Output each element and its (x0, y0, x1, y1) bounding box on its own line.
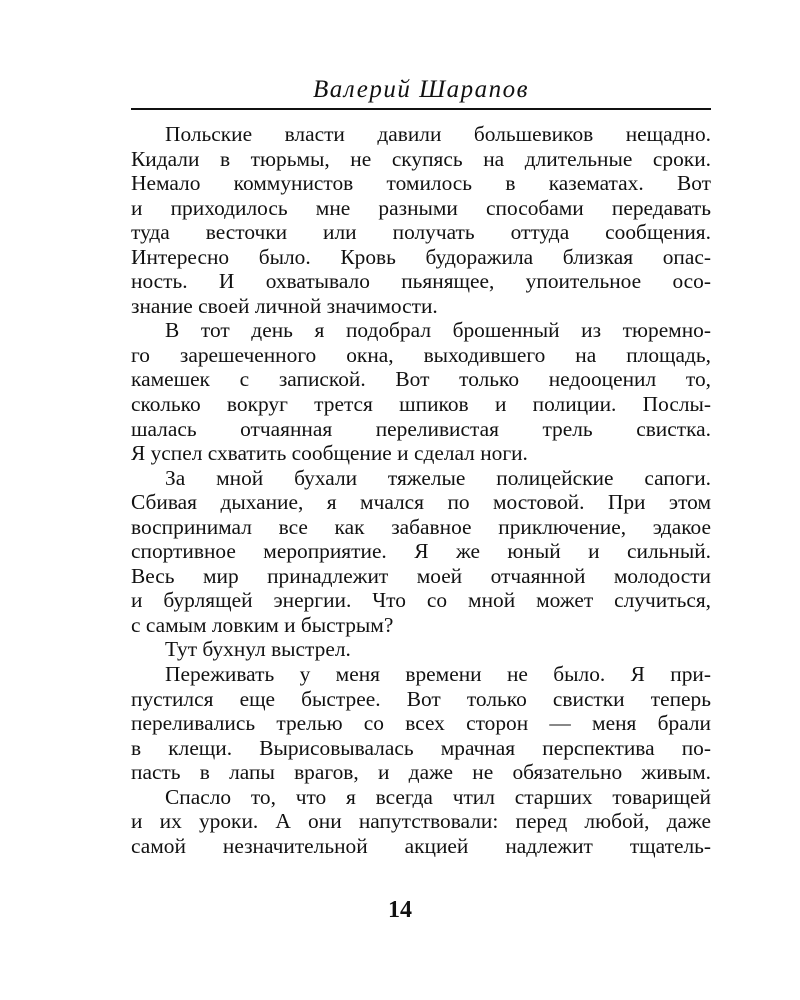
text-line: спортивное мероприятие. Я же юный и сильный. (131, 539, 711, 564)
text-line: самой незначительной акцией надлежит тщатель- (131, 833, 711, 858)
text-line: камешек с запиской. Вот только недооценил то, (131, 367, 711, 392)
text-line: переливались трелью со всех сторон — меня брали (131, 711, 711, 736)
text-line: Польские власти давили большевиков нещадно. (165, 122, 711, 146)
text-line: Весь мир принадлежит моей отчаянной молодости (131, 563, 711, 588)
text-line: В тот день я подобрал брошенный из тюремно- (165, 318, 711, 343)
text-line: Я успел схватить сообщение и сделал ноги. (131, 441, 528, 466)
text-line: Спасло то, что я всегда чтил старших товарищей (165, 784, 711, 809)
text-line: сколько вокруг трется шпиков и полиции. Послы- (131, 392, 711, 417)
text-line: и их уроки. А они напутствовали: перед любой, даже (131, 809, 711, 834)
text-line: воспринимал все как забавное приключение, эдакое (131, 514, 711, 539)
page-number: 14 (388, 897, 412, 923)
text-line: Переживать у меня времени не было. Я при- (165, 662, 711, 687)
text-line: шалась отчаянная переливистая трель свистка. (131, 416, 711, 441)
text-line: и приходилось мне разными способами передавать (131, 195, 711, 220)
text-line: Сбивая дыхание, я мчался по мостовой. При этом (131, 490, 711, 515)
author-name: Валерий Шарапов (312, 76, 530, 103)
text-line: Кидали в тюрьмы, не скупясь на длительные сроки. (131, 146, 711, 171)
text-line: в клещи. Вырисовывалась мрачная перспектива по- (131, 735, 711, 760)
text-line: Интересно было. Кровь будоражила близкая опас- (131, 244, 711, 269)
text-line: и бурлящей энергии. Что со мной может случиться, (131, 588, 711, 613)
text-line: Тут бухнул выстрел. (165, 637, 351, 662)
text-line: туда весточки или получать оттуда сообщения. (131, 220, 711, 245)
text-line: За мной бухали тяжелые полицейские сапоги. (165, 465, 711, 490)
text-line: пустился еще быстрее. Вот только свистки теперь (131, 686, 711, 711)
text-line: с самым ловким и быстрым? (131, 612, 394, 637)
text-line: знание своей личной значимости. (131, 293, 438, 318)
text-line: го зарешеченного окна, выходившего на площадь, (131, 342, 711, 367)
running-header (131, 74, 711, 110)
text-line: ность. И охватывало пьянящее, упоительное осо- (131, 269, 711, 294)
text-line: Немало коммунистов томилось в казематах. Вот (131, 171, 711, 196)
text-line: пасть в лапы врагов, и даже не обязательно живым. (131, 760, 711, 785)
body-text (131, 122, 711, 858)
